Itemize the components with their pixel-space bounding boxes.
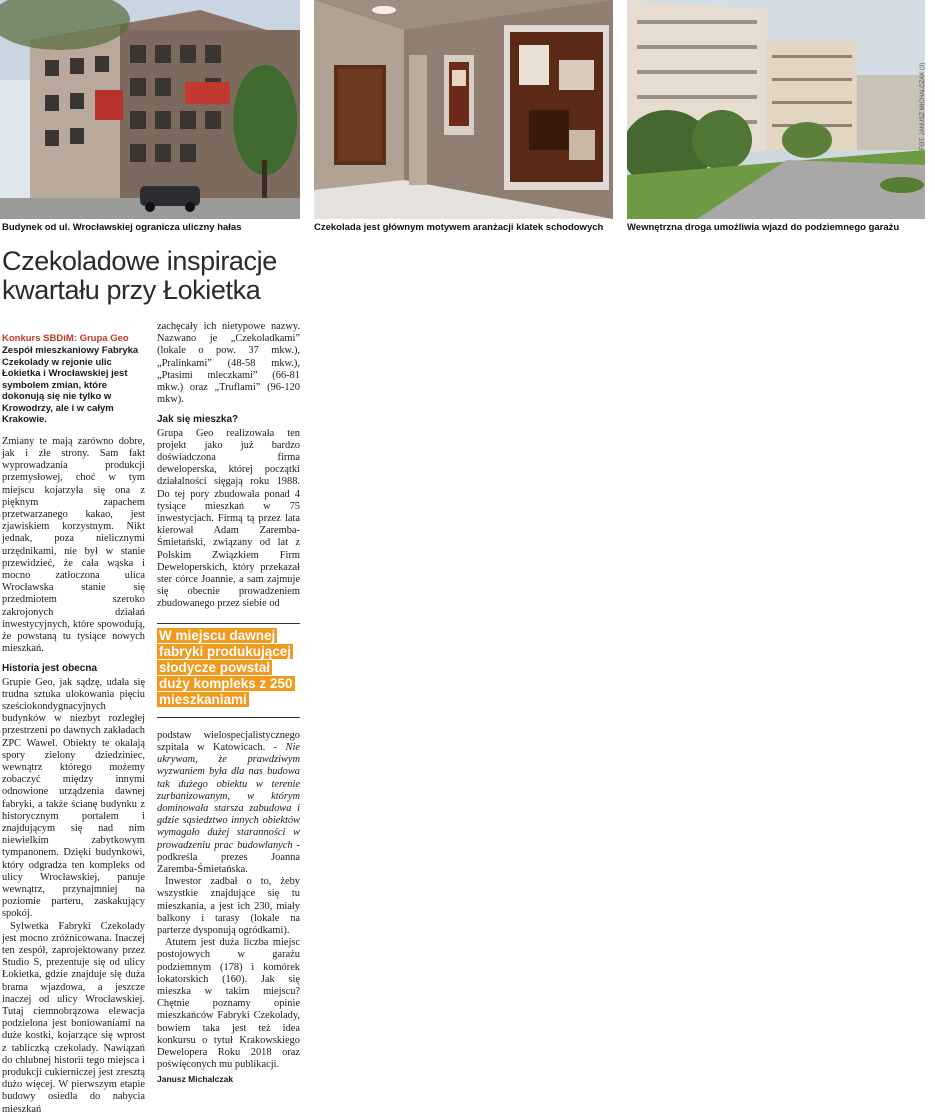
- paragraph-5: Grupa Geo realizowała ten projekt jako już bardzo doświadczona firma deweloperska, której początki działalności sięgają roku 1988. Do tej pory zbudowała ponad 4 tysiące mieszkań w 75 inwestycjach. Firmą tą przez lata kierował Adam Zaremba-Śmietański, związany od lat z Polskim Związkiem Firm Deweloperskich, który przekazał ster córce Joannie, a sam zajmuje się obecnie prowadzeniem zbudowanego przez siebie od: [157, 427, 300, 610]
- paragraph-7: Inwestor zadbał o to, żeby wszystkie znajdujące się tu mieszkania, a jest ich 230, miały balkony i tarasy (lokale na parterze dysponują ogródkami).: [157, 876, 300, 936]
- article-headline: Czekoladowe inspiracje kwartału przy Łokietka: [2, 246, 277, 305]
- article-kicker: Konkurs SBDiM: Grupa Geo: [2, 333, 129, 344]
- paragraph-3: Sylwetka Fabryki Czekolady jest mocno zróżnicowana. Inaczej ten zespół, zaprojektowany przez Studio S, prezentuje się od ulicy Łokietka, gdzie znajduje się duża brama wjazdowa, a jeszcze inaczej od ulicy Wrocławskiej. Tutaj ciemnobrązowa elewacja podzielona jest boniowaniami na duże kostki, kojarzące się wprost z tabliczką czekolady. Nawiązań do chlubnej historii tego miejsca i produkcji cukierniczej jest zresztą dużo więcej. W pierwszym etapie budowy osiedla do nabycia mieszkań: [2, 920, 145, 1115]
- article-lead: Zespół mieszkaniowy Fabryka Czekolady w rejonie ulic Łokietka i Wrocławskiej jest symbolem zmian, które dokonują się nie tylko w Krowodrzy, ale i w całym Krakowie.: [2, 345, 139, 426]
- photo-caption-1: Budynek od ul. Wrocławskiej ogranicza uliczny hałas: [2, 222, 242, 233]
- photo-inner-road: [627, 0, 925, 219]
- paragraph-1: Zmiany te mają zarówno dobre, jak i złe strony. Sam fakt wyprowadzania produkcji przemysłowej, choć w tym miejscu kojarzyła się ona z pięknym zapachem przetwarzanego kakao, jest zjawiskiem korzystnym. Nikt jednak, poza nielicznymi urzędnikami, nie był w stanie przewidzieć, że cała wąska i mocno zatłoczona ulica Wrocławska stanie się przedmiotem szeroko zakrojonych działań inwestycyjnych, które spowodują, że powstaną tu tysiące nowych mieszkań.: [2, 435, 145, 655]
- pull-quote: [157, 623, 300, 718]
- paragraph-2: Grupie Geo, jak sądzę, udała się trudna sztuka ulokowania pięciu sześciokondygnacyjnych budynków w niezbyt rozległej przestrzeni po dawnych zakładach ZPC Wawel. Obiekty te okalają spory zielony dziedziniec, wewnątrz którego możemy zobaczyć między innymi odnowione urządzenia dawnej fabryki, a także ścianę budynku z historycznym portalem i znajdującym się nad nim niewielkim zabytkowym tympanonem. Dzięki budynkowi, który odgradza ten kompleks od ulicy Wrocławskiej, panuje wewnątrz, przynajmniej na poziomie parteru, zaskakujący spokój.: [2, 676, 145, 920]
- photo-caption-2: Czekolada jest głównym motywem aranżacji klatek schodowych: [314, 222, 604, 233]
- paragraph-6-quote: Nie ukrywam, że prawdziwym wyzwaniem była dla nas budowa tak dużego obiektu w terenie zurbanizowanym, w którym dominowała starsza zabudowa i gdzie sąsiedztwo innych obiektów wymagało dużej staranności w prowadzeniu prac budowlanych: [157, 741, 300, 851]
- photo-stairwell-interior: [314, 0, 613, 219]
- paragraph-6: [157, 730, 300, 876]
- photo-credit: FOT. JANUSZ MICHALCZAK (3): [920, 62, 926, 150]
- paragraph-4: zachęcały ich nietypowe nazwy. Nazwano je „Czekoladkami” (lokale o pow. 37 mkw.), „Pralinkami” (48-58 mkw.), „Ptasimi mleczkami” (66-81 mkw.) oraz „Truflami” (96-120 mkw).: [157, 321, 300, 406]
- paragraph-8: Atutem jest duża liczba miejsc postojowych w garażu podziemnym (178) i komórek lokatorskich (160). Jak się mieszka w takim miejscu? Chętnie poznamy opinie mieszkańców Fabryki Czekolady, bowiem taka jest też idea konkursu o tytuł Krakowskiego Dewelopera Roku 2018 oraz poświęconych mu publikacji.: [157, 937, 300, 1071]
- photo-building-street: [0, 0, 300, 219]
- pull-quote-text: W miejscu dawnej fabryki produkującej słodycze powstał duży kompleks z 250 mieszkaniami: [159, 627, 293, 708]
- subheading-living: Jak się mieszka?: [157, 414, 239, 426]
- article-column-2: [157, 321, 300, 1086]
- photo-caption-3: Wewnętrzna droga umożliwia wjazd do podziemnego garażu: [627, 222, 900, 233]
- subheading-history: Historia jest obecna: [2, 663, 98, 675]
- article-column-1: [2, 333, 145, 1116]
- article-author: Janusz Michalczak: [157, 1074, 234, 1085]
- paragraph-6-intro: podstaw wielospecjalistycznego szpitala w Katowicach. -: [157, 729, 300, 753]
- paragraph-6-attribution: - podkreśla prezes Joanna Zaremba-Śmietańska.: [157, 839, 300, 875]
